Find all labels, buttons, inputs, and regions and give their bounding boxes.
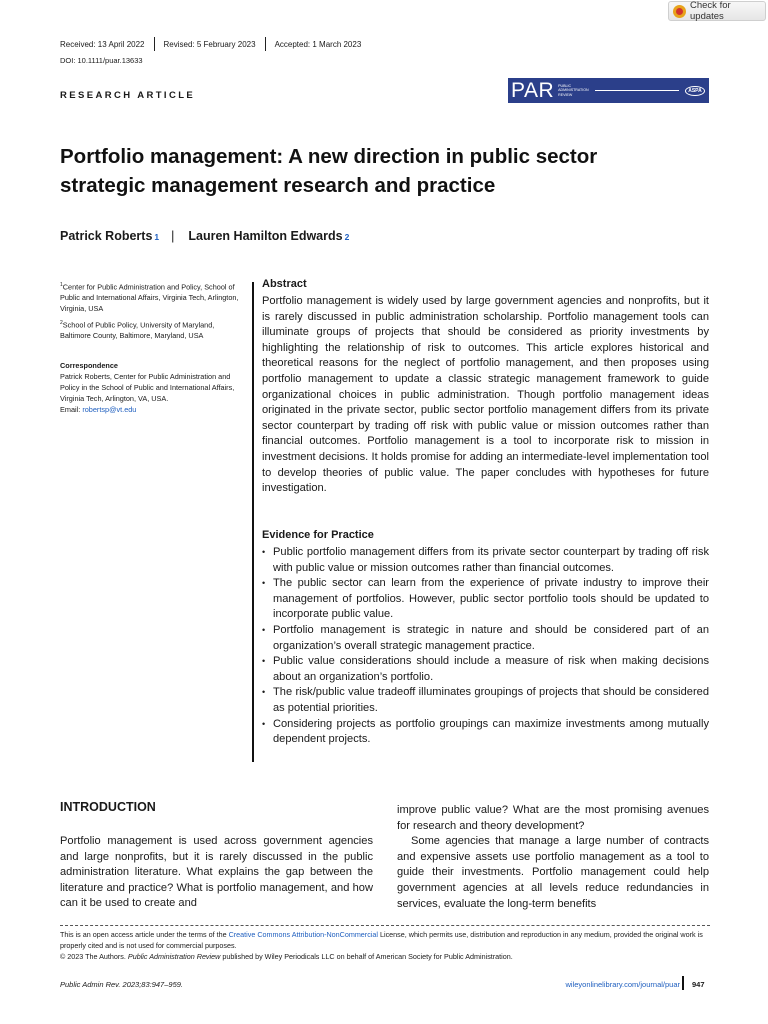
evidence-heading: Evidence for Practice — [262, 529, 374, 541]
license-link[interactable]: Creative Commons Attribution-NonCommercial — [228, 930, 378, 939]
evidence-item: • The risk/public value tradeoff illuminates groupings of projects that should be considered as potential priorities. — [262, 685, 709, 716]
correspondence-email — [60, 404, 246, 415]
accepted-date: Accepted: 1 March 2023 — [274, 39, 362, 49]
section-heading: INTRODUCTION — [60, 800, 156, 814]
copyright-text: published by Wiley Periodicals LLC on behalf of American Society for Public Administration. — [220, 952, 513, 961]
affiliation-mark: 2 — [60, 320, 63, 326]
article-type: RESEARCH ARTICLE — [60, 90, 196, 101]
logo-sub-line: ADMINISTRATION — [558, 88, 589, 93]
logo-rule — [595, 90, 679, 91]
correspondence-heading: Correspondence — [60, 361, 118, 370]
author-name[interactable]: Lauren Hamilton Edwards — [188, 229, 343, 243]
article-title: Portfolio management: A new direction in public sector strategic management research and practice — [60, 145, 598, 197]
intro-paragraph: improve public value? What are the most promising avenues for research and theory development? — [397, 804, 709, 832]
evidence-item: • Public portfolio management differs from its private sector counterpart by trading off risk with public value or mission outcomes rather than financial outcomes. — [262, 545, 709, 576]
license-text: License, which permits use, distribution and reproduction in any medium, provided the original work is properly cited and is not used for commercial purposes. — [60, 930, 703, 950]
date-divider — [265, 37, 266, 51]
author-list — [60, 229, 349, 243]
affiliation-mark: 1 — [60, 282, 63, 288]
column-divider — [252, 282, 254, 762]
evidence-item: • Public value considerations should include a measure of risk when making decisions about an organization’s portfolio. — [262, 654, 709, 685]
abstract-heading: Abstract — [262, 278, 307, 290]
license-text: This is an open access article under the terms of the — [60, 930, 229, 939]
journal-name: Public Administration Review — [127, 952, 221, 961]
evidence-item: • Considering projects as portfolio groupings can maximize investments among mutually dependent projects. — [262, 717, 709, 748]
abstract-text: Portfolio management is widely used by large government agencies and nonprofits, but it is rarely discussed in public administration scholarship. Portfolio management tools can illuminate groups of projects that should be considered as priority investments by highlighting the relationship of risk to outcomes. This article explores historical and theoretical reasons for the neglect of portfolio management, and then proposes using portfolio management to update a classic strategic management framework to guide organizational choices in public administration. Though portfolio management ideas originated in the private sector, public sector portfolio management differs from its private sector counterpart by trading off risk with public value or mission outcomes rather than financial outcomes. Portfolio management is a tool to incorporate risk to mission in investment decisions. It holds promise for adding an intermediate-level implementation tool to develop theories of public value. The paper concludes with hypotheses for future investigation. — [262, 295, 709, 495]
page-number-divider — [682, 976, 684, 990]
publication-dates — [60, 37, 361, 51]
correspondence-block — [60, 360, 246, 415]
aspa-seal-icon: ASPA — [685, 86, 705, 96]
journal-logo — [508, 78, 709, 103]
logo-sub-line: PUBLIC — [558, 84, 572, 89]
doi[interactable]: DOI: 10.1111/puar.13633 — [60, 56, 143, 65]
journal-citation: Public Admin Rev. 2023;83:947–959. — [60, 980, 183, 989]
affiliation-text: School of Public Policy, University of Maryland, Baltimore County, Baltimore, Maryland, USA — [60, 320, 215, 341]
evidence-item: • Portfolio management is strategic in nature and should be considered part of an organization’s overall strategic management practice. — [262, 623, 709, 654]
email-label: Email: — [60, 405, 83, 414]
email-link[interactable]: robertsp@vt.edu — [82, 405, 137, 414]
affiliation-1 — [60, 280, 246, 314]
footnote-divider — [60, 925, 710, 926]
journal-site-link[interactable]: wileyonlinelibrary.com/journal/puar — [565, 980, 680, 989]
check-for-updates-label: Check for updates — [690, 0, 731, 22]
crossmark-icon — [673, 5, 686, 18]
evidence-item: • The public sector can learn from the experience of private industry to improve their management of portfolios. However, public sector portfolio tools should be updated to incorporate public value. — [262, 576, 709, 623]
date-divider — [154, 37, 155, 51]
author-affiliation-mark[interactable]: 2 — [344, 232, 350, 242]
logo-subtitle — [558, 84, 588, 97]
intro-right-column — [397, 803, 709, 912]
copyright-text: © 2023 The Authors. — [60, 952, 128, 961]
page-number: 947 — [692, 980, 705, 989]
evidence-list — [262, 545, 709, 748]
license-statement — [60, 929, 710, 951]
correspondence-text: Patrick Roberts, Center for Public Administration and Policy in the School of Public and International Affairs, Virginia Tech, Arlington, VA, USA. — [60, 372, 235, 403]
affiliation-2 — [60, 318, 246, 341]
affiliation-text: Center for Public Administration and Policy, School of Public and International Affairs, Virginia Tech, Arlington, Virginia, USA — [60, 282, 239, 314]
logo-letters: PAR — [511, 79, 555, 102]
author-name[interactable]: Patrick Roberts — [60, 229, 153, 243]
author-separator: | — [171, 229, 175, 243]
check-for-updates-button[interactable] — [668, 1, 766, 21]
author-affiliation-mark[interactable]: 1 — [154, 232, 160, 242]
received-date: Received: 13 April 2022 — [60, 39, 145, 49]
logo-sub-line: REVIEW — [558, 92, 573, 97]
copyright-statement — [60, 951, 710, 962]
license-footnote — [60, 929, 710, 962]
intro-paragraph: Some agencies that manage a large number of contracts and expensive assets use portfolio management as a tool to guide their investments. Portfolio management could help government agencies at all levels reduce redundancies in services, evaluate the long-term benefits — [397, 835, 709, 910]
revised-date: Revised: 5 February 2023 — [163, 39, 256, 49]
intro-paragraph: Portfolio management is used across government agencies and large nonprofits, but it is rarely discussed in the public administration literature. What explains the gap between the literature and practice? What is portfolio management, and how can it be used to create and — [60, 835, 373, 910]
